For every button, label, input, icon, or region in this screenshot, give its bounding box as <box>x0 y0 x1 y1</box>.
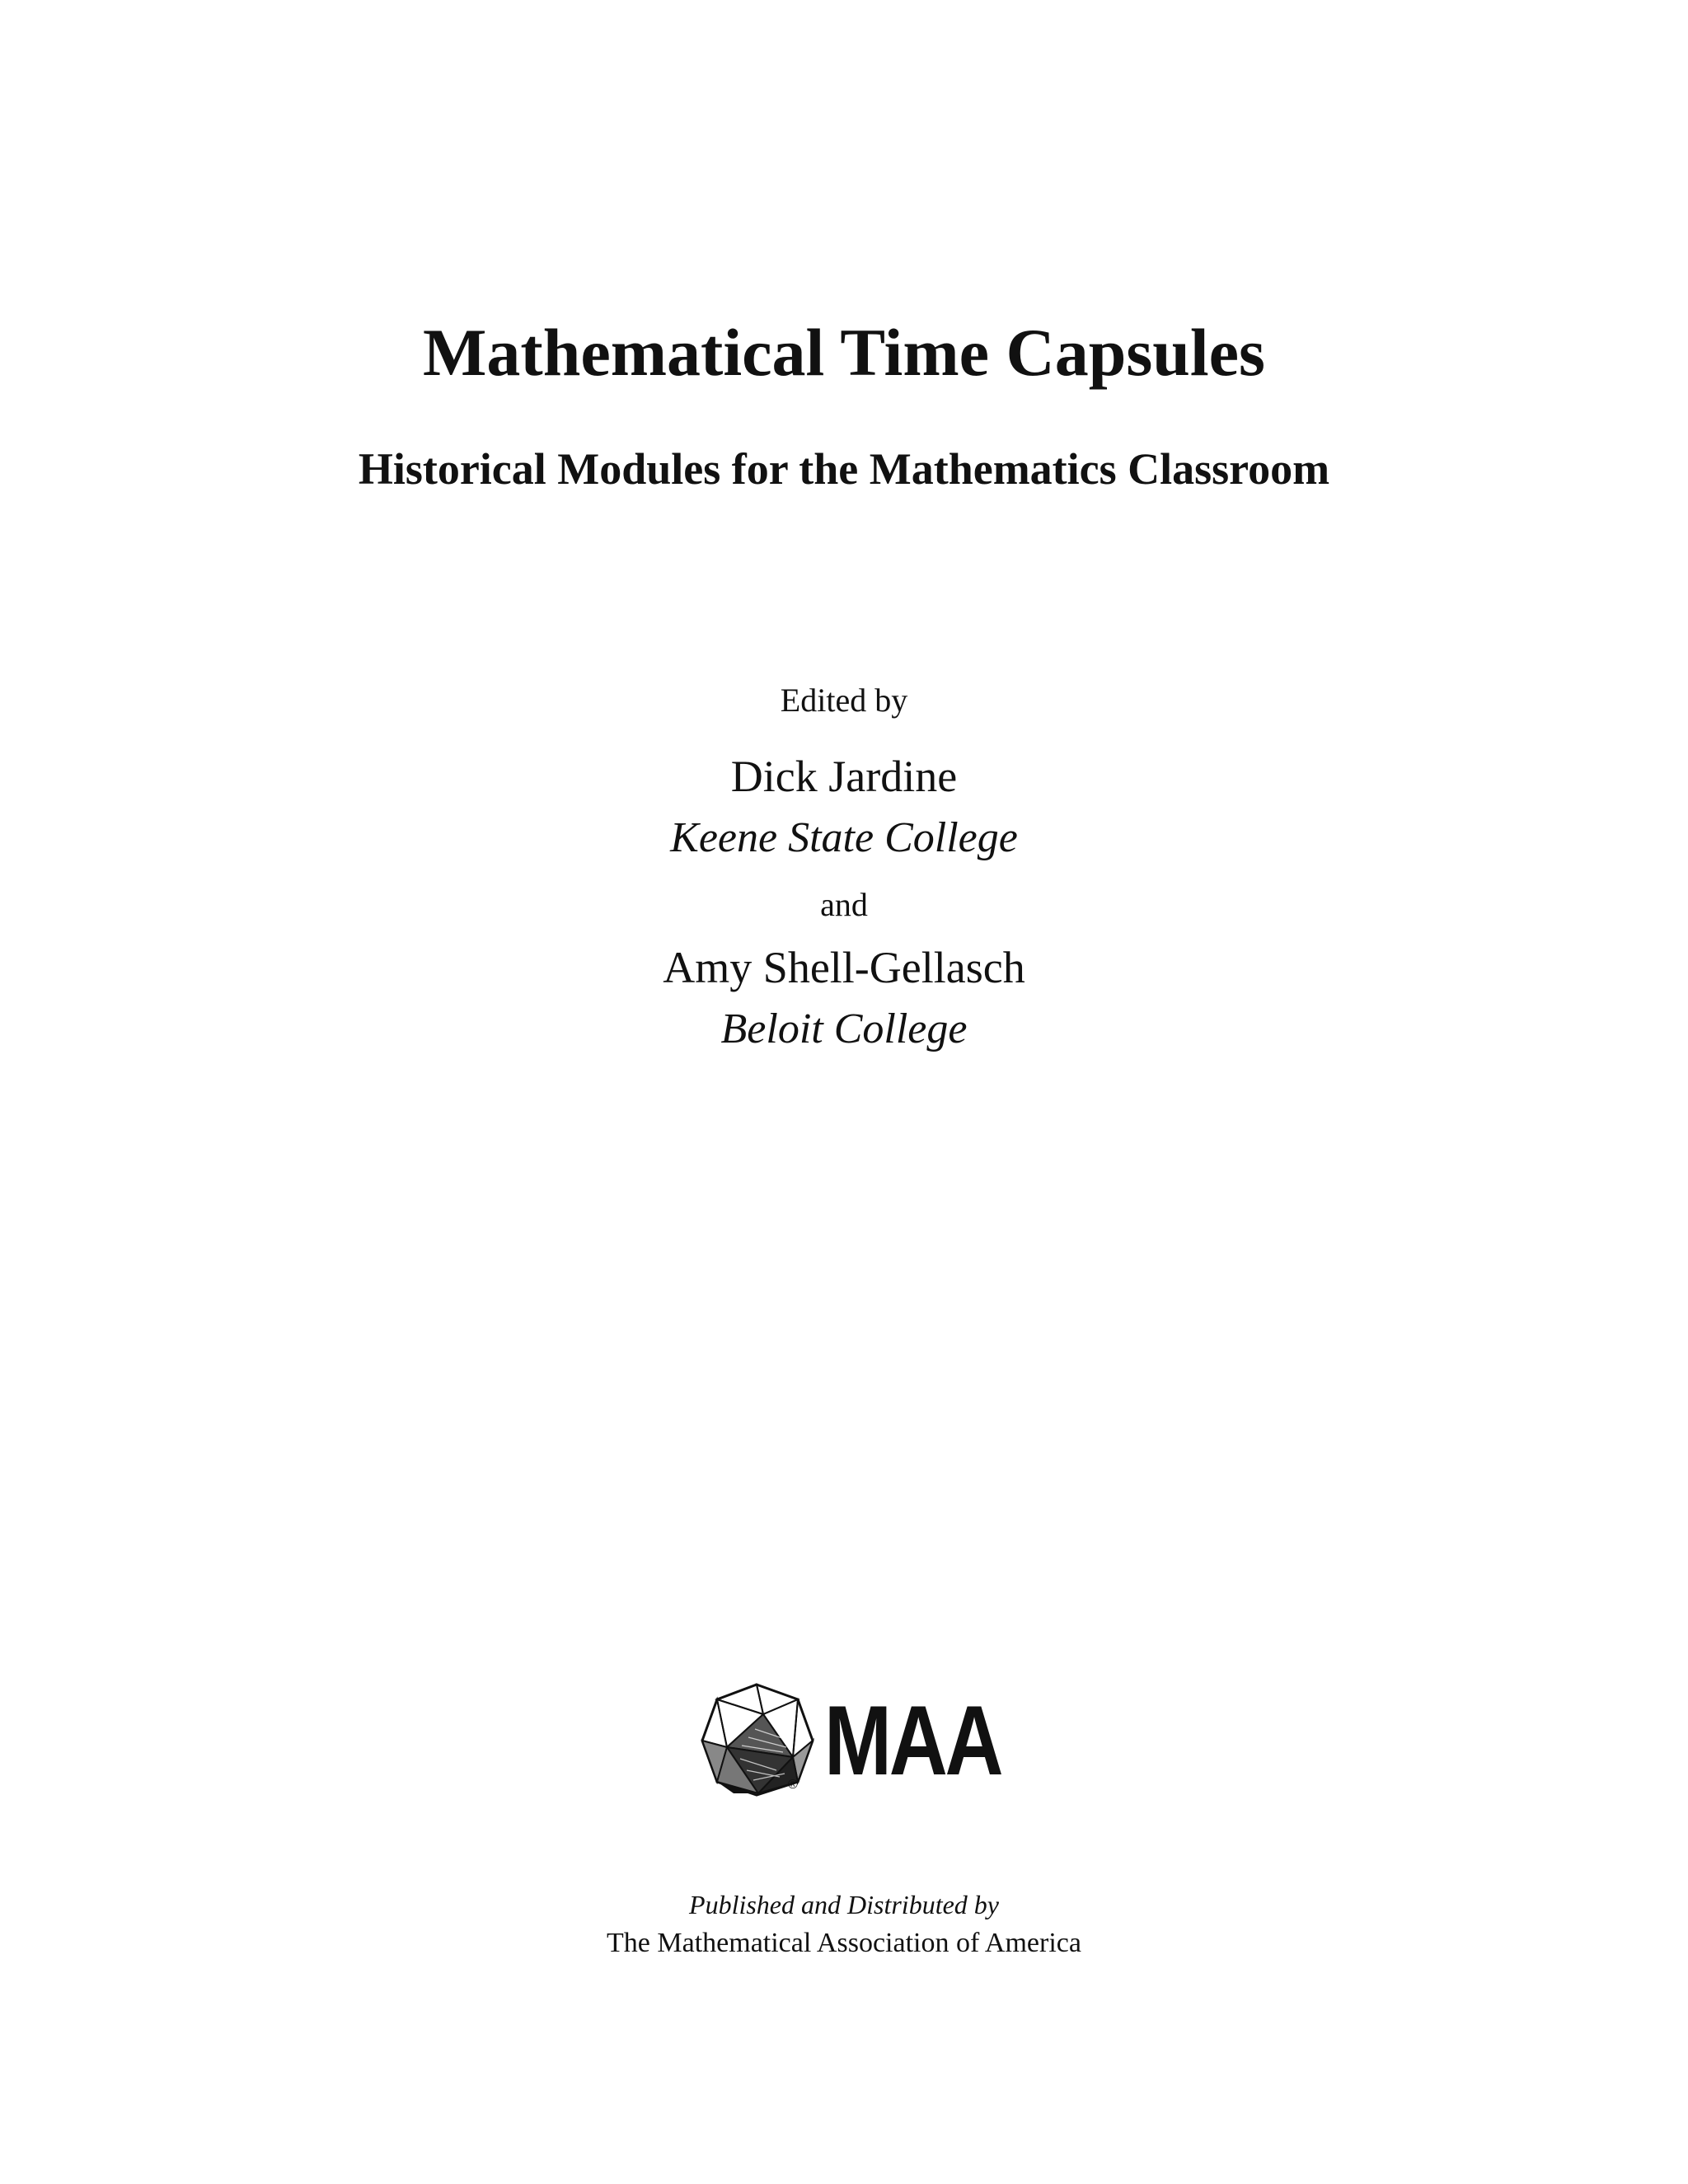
editor-affiliation: Beloit College <box>720 1005 968 1052</box>
registered-mark: ® <box>788 1778 798 1792</box>
published-by-label: Published and Distributed by <box>689 1890 999 1919</box>
publisher-name: The Mathematical Association of America <box>607 1928 1081 1958</box>
conjunction-label: and <box>820 886 868 923</box>
book-title: Mathematical Time Capsules <box>423 315 1265 390</box>
edited-by-label: Edited by <box>780 682 908 719</box>
editor-name: Amy Shell-Gellasch <box>663 943 1025 992</box>
editor-name: Dick Jardine <box>730 752 958 801</box>
maa-logo-text: MAA <box>824 1685 1001 1796</box>
maa-logo <box>701 1681 1006 1797</box>
book-subtitle: Historical Modules for the Mathematics Classroom <box>358 444 1330 494</box>
editor-affiliation: Keene State College <box>670 814 1018 861</box>
